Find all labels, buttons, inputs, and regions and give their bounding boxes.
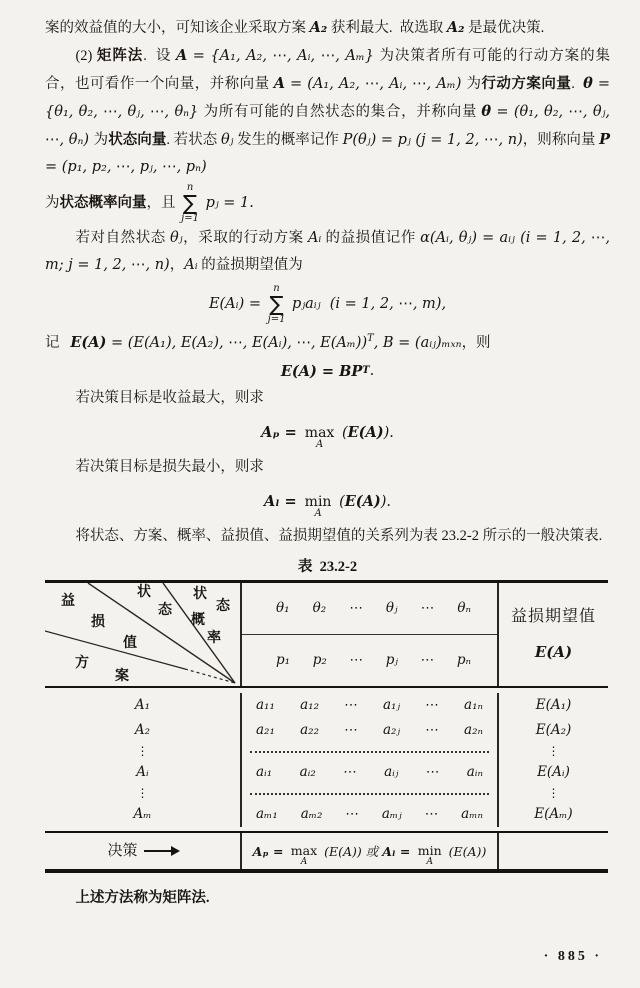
text-segment: A₂ <box>446 19 465 36</box>
expected-value-header-cell <box>497 583 608 686</box>
payoff-cell: a₁ₙ <box>464 697 483 713</box>
decision-label: 决策 <box>107 842 138 859</box>
summation-symbol <box>268 284 286 325</box>
sigma-icon: ∑ <box>182 190 198 215</box>
max-operator <box>305 426 335 450</box>
payoff-cell: a₂ₙ <box>464 722 483 738</box>
text-segment: θⱼ <box>220 132 234 148</box>
state-symbol: θ₂ <box>312 600 327 616</box>
text-segment: θ <box>481 103 492 120</box>
expected-value-cell: E(A₁) <box>535 697 572 713</box>
corner-label-plan-char: 方 <box>75 656 89 671</box>
sum-lower-limit: j=1 <box>267 313 286 325</box>
min-operator <box>305 495 332 519</box>
summation-symbol <box>181 183 199 224</box>
prob-symbol: pⱼ <box>385 652 398 668</box>
text-segment: (2) <box>75 48 97 64</box>
corner-cell <box>45 583 240 686</box>
text-segment: A <box>175 47 188 64</box>
text-segment: 的益损期望值为 <box>197 257 303 273</box>
text-segment: 行动方案向量 <box>481 76 572 92</box>
text-segment: 若对自然状态 <box>75 230 171 246</box>
table-ellipsis-row <box>45 785 608 802</box>
ellipsis: ⋯ <box>345 806 359 822</box>
text-segment: . <box>571 76 584 92</box>
ellipsis: ⋯ <box>425 764 440 780</box>
text-segment: T <box>367 333 374 345</box>
text-segment: E(A) <box>70 334 107 351</box>
expected-value-cell: E(A₂) <box>535 722 572 738</box>
vertical-dots: ⋮ <box>547 786 560 800</box>
text-segment: pⱼ = 1. <box>200 194 254 211</box>
formula-lhs <box>264 488 302 516</box>
sum-upper-limit: n <box>186 181 194 193</box>
text-segment: ). <box>383 425 394 441</box>
ellipsis: ⋯ <box>425 697 439 713</box>
decision-lhs-min: Aₗ = <box>382 843 415 859</box>
decision-lhs-max: Aₚ = <box>252 843 288 859</box>
text-segment: ，采取的行动方案 <box>182 230 308 246</box>
sum-lower-limit: j=1 <box>181 212 199 224</box>
text-segment: 状态向量 <box>108 132 167 148</box>
ellipsis: ⋯ <box>420 600 435 616</box>
formula-argmax <box>45 412 610 454</box>
text-segment: , B = (aᵢⱼ)ₘₓₙ <box>373 335 462 351</box>
text-segment: θ <box>583 75 593 92</box>
formula-expected-value <box>45 279 610 329</box>
text-segment: 状态概率向量 <box>59 194 147 211</box>
text-segment: α(Aᵢ, θⱼ) = aᵢⱼ <box>420 230 515 246</box>
paragraph-matrix-method <box>45 42 615 181</box>
formula-lhs <box>261 419 302 447</box>
formula-rhs <box>287 291 446 318</box>
prob-vector-text <box>45 190 179 217</box>
operator-subscript: A <box>315 439 324 450</box>
decision-table <box>45 580 608 873</box>
text-segment: = {θ₁, θ₂, ⋯, θⱼ, ⋯, θₙ} <box>45 76 615 120</box>
decision-row <box>45 831 608 869</box>
ellipsis: ⋯ <box>344 697 358 713</box>
text-segment: . 设 <box>143 48 176 64</box>
decision-middle: (E(A)) 或 <box>320 843 383 859</box>
text-segment: = (p₁, p₂, ⋯, pⱼ, ⋯, pₙ) <box>45 132 615 175</box>
row-label: Aₘ <box>133 806 152 822</box>
text-segment: 为 <box>93 132 109 148</box>
expected-value-symbol: E(A) <box>534 643 573 661</box>
payoff-cell: a₁₂ <box>300 697 319 713</box>
text-segment: A <box>273 75 285 92</box>
text-segment: 为决策者所有可能的行动方案的集合，也可看作一个向量，并称向量 <box>45 48 611 92</box>
vertical-dots: ⋮ <box>136 786 149 800</box>
decision-tail: (E(A)) <box>444 843 487 859</box>
row-label: Aᵢ <box>136 764 149 780</box>
text-segment: 案的效益值的大小，可知该企业采取方案 <box>45 20 310 36</box>
payoff-cell: aᵢ₂ <box>299 764 316 780</box>
payoff-cell: a₂ⱼ <box>383 722 401 738</box>
table-header-row <box>45 583 608 688</box>
formula-rhs <box>337 419 394 447</box>
operator-subscript: A <box>300 856 308 867</box>
state-symbol: θ₁ <box>276 600 290 616</box>
right-arrow-icon <box>144 850 178 852</box>
text-segment: ，则称向量 <box>522 132 600 148</box>
text-segment: 发生的概率记作 <box>233 132 343 148</box>
ellipsis: ⋯ <box>349 600 363 616</box>
text-segment: 将状态、方案、概率、益损值、益损期望值的关系列为表 23.2-2 所示的一般决策表. <box>75 528 603 544</box>
payoff-cell: aᵢₙ <box>466 764 483 780</box>
ellipsis: ⋯ <box>349 652 364 668</box>
paragraph-goal-max <box>45 385 610 412</box>
expected-value-cell: E(Aᵢ) <box>537 764 570 780</box>
corner-label-prob-char: 状 <box>193 587 207 602</box>
operator-subscript: A <box>314 508 322 519</box>
formula-matrix-product: E(A) = BP T . <box>45 357 610 385</box>
payoff-cell: aₘₙ <box>461 806 483 822</box>
corner-label-benefit-char: 损 <box>91 615 105 630</box>
line-prob-vector-sum <box>45 181 610 225</box>
text-segment: 为所有可能的自然状态的集合，并称向量 <box>203 104 482 120</box>
text-segment: θⱼ <box>170 230 183 246</box>
corner-label-benefit-char: 益 <box>61 594 75 609</box>
prob-sum-equals-one <box>201 190 254 217</box>
text-segment: P(θⱼ) = pⱼ (j = 1, 2, ⋯, n) <box>342 132 523 148</box>
table-row <box>45 693 608 718</box>
text-segment: Aᵢ <box>184 257 198 273</box>
payoff-cell: a₁₁ <box>256 697 275 713</box>
corner-label-prob-char: 率 <box>207 631 221 646</box>
state-symbol: θₙ <box>457 600 471 616</box>
text-segment: 为 <box>466 76 482 92</box>
text-segment: = {A₁, A₂, ⋯, Aᵢ, ⋯, Aₘ} <box>187 48 380 64</box>
corner-label-state-char: 状 <box>137 585 151 600</box>
operator-label: min <box>304 494 332 510</box>
prob-symbol: p₂ <box>312 652 327 668</box>
text-segment: 矩阵法 <box>96 48 144 64</box>
dotted-divider <box>250 793 489 795</box>
text-segment: 获利最大. 故选取 <box>327 20 447 36</box>
text-segment: 的益损值记作 <box>321 230 421 246</box>
text-segment: Aₚ = <box>261 424 302 441</box>
table-ellipsis-row <box>45 743 608 760</box>
vertical-dots: ⋮ <box>547 744 560 758</box>
sum-upper-limit: n <box>273 282 280 294</box>
ellipsis: ⋯ <box>424 806 439 822</box>
probability-symbols-row <box>242 635 497 686</box>
text-segment: ). <box>380 494 392 510</box>
prob-symbol: p₁ <box>276 652 291 668</box>
min-operator <box>418 845 442 867</box>
text-segment: ，且 <box>146 194 180 211</box>
ellipsis: ⋯ <box>343 764 357 780</box>
prob-symbol: pₙ <box>456 652 471 668</box>
text-segment: 若决策目标是收益最大，则求 <box>75 390 264 406</box>
paragraph-payoff-definition <box>45 225 615 279</box>
payoff-cell: a₂₂ <box>300 722 319 738</box>
corner-label-state-char: 态 <box>158 603 172 618</box>
payoff-cell: a₂₁ <box>256 722 275 738</box>
text-segment: = (θ₁, θ₂, ⋯, θⱼ, ⋯, θₙ) <box>45 104 615 148</box>
corner-label-benefit-char: 值 <box>123 636 137 651</box>
state-symbol: θⱼ <box>385 600 398 616</box>
operator-subscript: A <box>426 856 433 867</box>
payoff-cell: a₁ⱼ <box>383 697 401 713</box>
payoff-cell: aᵢ₁ <box>256 764 273 780</box>
text-segment: (i = 1, 2, ⋯, m; j = 1, 2, ⋯, n) <box>45 230 615 273</box>
operator-label: max <box>304 425 335 441</box>
row-label: A₁ <box>134 697 151 713</box>
text-segment: ( <box>337 425 348 441</box>
expected-value-cell: E(Aₘ) <box>534 806 573 822</box>
max-operator <box>291 845 317 867</box>
corner-label-prob-char: 态 <box>216 599 230 614</box>
operator-label: max <box>290 843 318 859</box>
text-segment: E(A) <box>344 493 381 510</box>
decision-empty-cell <box>497 833 608 869</box>
ellipsis: ⋯ <box>420 652 435 668</box>
payoff-cell: aₘ₁ <box>256 806 278 822</box>
closing-sentence <box>45 885 610 912</box>
text-segment: = (E(A₁), E(A₂), ⋯, E(Aᵢ), ⋯, E(Aₘ)) <box>106 335 368 351</box>
paragraph-intro <box>45 14 610 42</box>
formula-lhs <box>209 291 266 318</box>
text-segment: ，则 <box>461 335 491 351</box>
text-segment: E(A) <box>347 424 384 441</box>
text-segment: 若决策目标是损失最小，则求 <box>75 459 264 475</box>
table-row <box>45 802 608 827</box>
text-segment: pⱼaᵢⱼ (i = 1, 2, ⋯, m), <box>287 295 447 312</box>
dotted-divider <box>250 751 489 753</box>
sigma-icon: ∑ <box>269 291 284 316</box>
formula-argmin <box>45 481 610 523</box>
operator-label: min <box>417 843 442 859</box>
text-segment: E(Aᵢ) = <box>208 295 266 312</box>
corner-label-plan-char: 案 <box>115 669 129 684</box>
paragraph-vector-notation <box>45 329 610 357</box>
payoff-cell: aₘⱼ <box>381 806 402 822</box>
decision-label-group <box>107 838 177 865</box>
text-segment: . <box>369 362 375 379</box>
text-segment: E(A) = BP <box>280 362 363 380</box>
table-body <box>45 688 608 831</box>
text-segment: 为 <box>45 194 60 211</box>
text-segment: . 若状态 <box>166 132 221 148</box>
text-segment: Aᵢ <box>307 230 322 246</box>
text-segment: 是最优决策. <box>464 20 545 36</box>
table-caption: 表 23.2-2 <box>297 559 358 575</box>
text-segment: ( <box>334 494 345 510</box>
vertical-dots: ⋮ <box>136 744 149 758</box>
formula-rhs <box>334 488 391 516</box>
payoff-cell: aᵢⱼ <box>384 764 399 780</box>
text-segment: ， <box>169 257 185 273</box>
text-segment: 上述方法称为矩阵法. <box>75 890 210 906</box>
text-segment: P <box>599 131 611 148</box>
row-label: A₂ <box>134 722 151 738</box>
state-symbols-row <box>242 583 497 635</box>
text-segment: A₂ <box>309 19 328 36</box>
expected-value-title: 益损期望值 <box>510 608 596 625</box>
states-header-cell <box>240 583 497 686</box>
paragraph-goal-min <box>45 454 610 481</box>
ellipsis: ⋯ <box>344 722 358 738</box>
text-segment: Aₗ = <box>263 493 302 510</box>
corner-label-prob-char: 概 <box>191 613 205 628</box>
paragraph-table-intro <box>45 523 610 550</box>
text-segment: = (A₁, A₂, ⋯, Aᵢ, ⋯, Aₘ) <box>284 76 467 92</box>
text-segment: 记 <box>45 335 71 351</box>
ellipsis: ⋯ <box>425 722 439 738</box>
page-number: · 885 · <box>543 949 602 964</box>
payoff-cell: aₘ₂ <box>300 806 323 822</box>
